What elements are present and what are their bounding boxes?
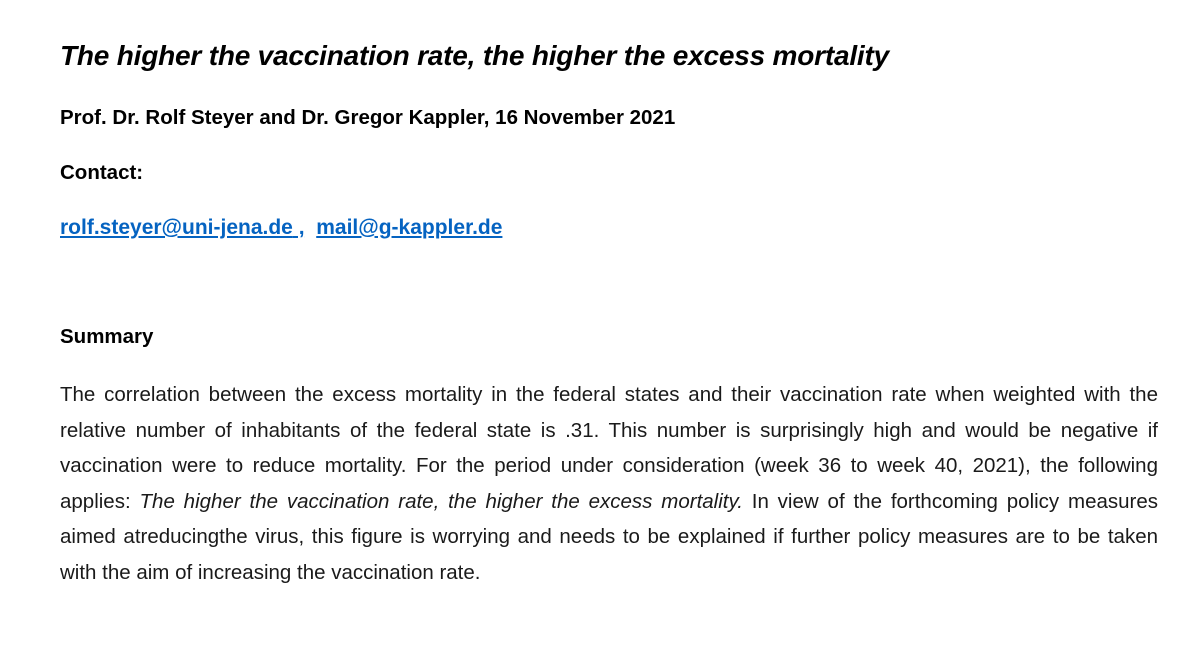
summary-text-part1: The correlation between the excess mortality in the federal states and their vaccination rate when weighted with the relative number of inhabitants of the federal state is .31. This number is surprisingly high and would be negative if vaccination were to reduce mortality. For the period under consideration (week 36 to week 40, 2021), the following applies: xyxy=(60,383,1158,513)
contact-label: Contact: xyxy=(60,161,144,184)
email-link-kappler[interactable]: mail@g-kappler.de xyxy=(316,216,503,239)
email-link-steyer[interactable]: rolf.steyer@uni-jena.de xyxy=(60,216,293,239)
authors-line: Prof. Dr. Rolf Steyer and Dr. Gregor Kappler, 16 November 2021 xyxy=(60,106,676,129)
document-title: The higher the vaccination rate, the higher the excess mortality xyxy=(60,40,889,71)
summary-emphasis: The higher the vaccination rate, the higher the excess mortality. xyxy=(139,489,743,513)
summary-paragraph xyxy=(60,377,1158,590)
contact-separator: , xyxy=(292,216,305,239)
summary-heading: Summary xyxy=(60,325,154,348)
summary-text-part2: In view of the forthcoming policy measures aimed atreducingthe virus, this figure is worrying and needs to be explained if further policy measures are to be taken with the aim of increasing the vaccination rate. xyxy=(60,489,1159,584)
contact-links xyxy=(60,216,502,240)
